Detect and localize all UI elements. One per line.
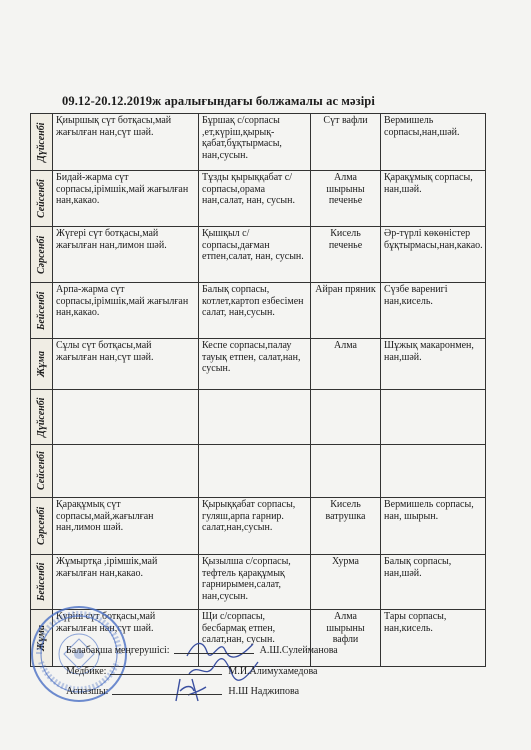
menu-row [31,283,486,339]
lunch-cell: Щи с/сорпасы, бесбармақ етпен, салат,нан, сусын. [199,610,311,667]
snack-cell: Алма [311,339,381,390]
page-title: 09.12-20.12.2019ж аралығындағы болжамалы ас мәзірі [62,94,375,108]
day-name: Сейсенбі [35,451,47,491]
day-cell [31,114,53,171]
snack-cell: Сүт вафли [311,114,381,171]
signature-role: Балабақша меңгерушісі: [66,645,170,656]
day-cell [31,445,53,498]
dinner-cell: Тары сорпасы, нан,кисель. [381,610,486,667]
day-name: Жұма [35,350,47,378]
snack-cell: Хурма [311,555,381,610]
day-name: Бейсенбі [35,562,47,602]
day-name: Дүйсенбі [35,122,47,162]
signature-line [174,643,254,654]
breakfast-cell: Бидай-жарма сүт сорпасы,ірімшік,май жағылған нан,какао. [53,171,199,227]
breakfast-cell: Сұлы сүт ботқасы,май жағылған нан,сүт шәй. [53,339,199,390]
day-name: Бейсенбі [35,291,47,330]
lunch-cell: Қызылша с/сорпасы, тефтель қарақұмық гарнирымен,салат, нан,сусын. [199,555,311,610]
signature-line [112,684,222,695]
breakfast-cell: Қарақұмық сүт сорпасы,май,жағылған нан,лимон шәй. [53,498,199,555]
menu-row [31,339,486,390]
breakfast-cell: Жұмыртқа ,ірімшік,май жағылған нан,какао. [53,555,199,610]
day-name: Сәрсенбі [35,235,47,274]
lunch-cell [199,390,311,445]
day-name: Жұма [35,624,47,652]
breakfast-cell [53,445,199,498]
dinner-cell: Балық сорпасы, нан,шәй. [381,555,486,610]
lunch-cell: Балық сорпасы, котлет,картоп езбесімен салат, нан,сусын. [199,283,311,339]
day-cell [31,339,53,390]
signature-row-cook [66,684,366,697]
signature-role: Медбике: [66,666,107,677]
snack-cell [311,390,381,445]
menu-row [31,171,486,227]
day-cell [31,390,53,445]
snack-cell: Алма шырыны вафли [311,610,381,667]
signature-name: М.И.Алимухамедова [228,666,318,677]
signature-row-head [66,643,366,656]
snack-cell [311,445,381,498]
menu-row [31,498,486,555]
day-cell [31,555,53,610]
day-cell [31,498,53,555]
menu-table [30,113,486,667]
snack-cell: Кисель ватрушка [311,498,381,555]
lunch-cell: Тұзды қырыққабат с/сорпасы,орама нан,салат, нан, сусын. [199,171,311,227]
lunch-cell: Кеспе сорпасы,палау тауық етпен, салат,нан, сусын. [199,339,311,390]
dinner-cell: Вермишель сорпасы, нан, шырын. [381,498,486,555]
dinner-cell [381,445,486,498]
dinner-cell: Шұжық макаронмен, нан,шәй. [381,339,486,390]
menu-row [31,114,486,171]
breakfast-cell: Қиыршық сүт ботқасы,май жағылған нан,сүт шәй. [53,114,199,171]
signature-name: А.Ш.Сулейманова [259,645,338,656]
menu-row [31,555,486,610]
snack-cell: Айран пряник [311,283,381,339]
day-cell [31,171,53,227]
signature-name: Н.Ш Наджипова [228,686,300,697]
lunch-cell [199,445,311,498]
breakfast-cell [53,390,199,445]
lunch-cell: Бұршақ с/сорпасы ,ет,күріш,қырық-қабат,бұқтырмасы, нан,сусын. [199,114,311,171]
lunch-cell: Қышқыл с/сорпасы,дағман етпен,салат, нан, сусын. [199,227,311,283]
dinner-cell: Сүзбе варенигі нан,кисель. [381,283,486,339]
day-name: Сейсенбі [35,179,47,218]
dinner-cell: Әр-түрлі көкөністер бұқтырмасы,нан,какао. [381,227,486,283]
signature-row-nurse [66,664,366,677]
breakfast-cell: Арпа-жарма сүт сорпасы,ірімшік,май жағылған нан,какао. [53,283,199,339]
day-cell [31,283,53,339]
breakfast-cell: Күріш сүт ботқасы,май жағылған нан,сүт шәй. [53,610,199,667]
signature-line [110,664,222,675]
dinner-cell [381,390,486,445]
menu-row [31,227,486,283]
lunch-cell: Қырыққабат сорпасы, гуляш,арпа гарнир. салат,нан,сусын. [199,498,311,555]
menu-row [31,390,486,445]
snack-cell: Кисель печенье [311,227,381,283]
signature-role: Аспазшы: [66,686,109,697]
day-cell [31,227,53,283]
day-name: Дүйсенбі [35,397,47,437]
menu-row [31,445,486,498]
day-name: Сәрсенбі [35,506,47,546]
snack-cell: Алма шырыны печенье [311,171,381,227]
breakfast-cell: Жүгері сүт ботқасы,май жағылған нан,лимон шәй. [53,227,199,283]
dinner-cell: Қарақұмық сорпасы, нан,шәй. [381,171,486,227]
dinner-cell: Вермишель сорпасы,нан,шәй. [381,114,486,171]
